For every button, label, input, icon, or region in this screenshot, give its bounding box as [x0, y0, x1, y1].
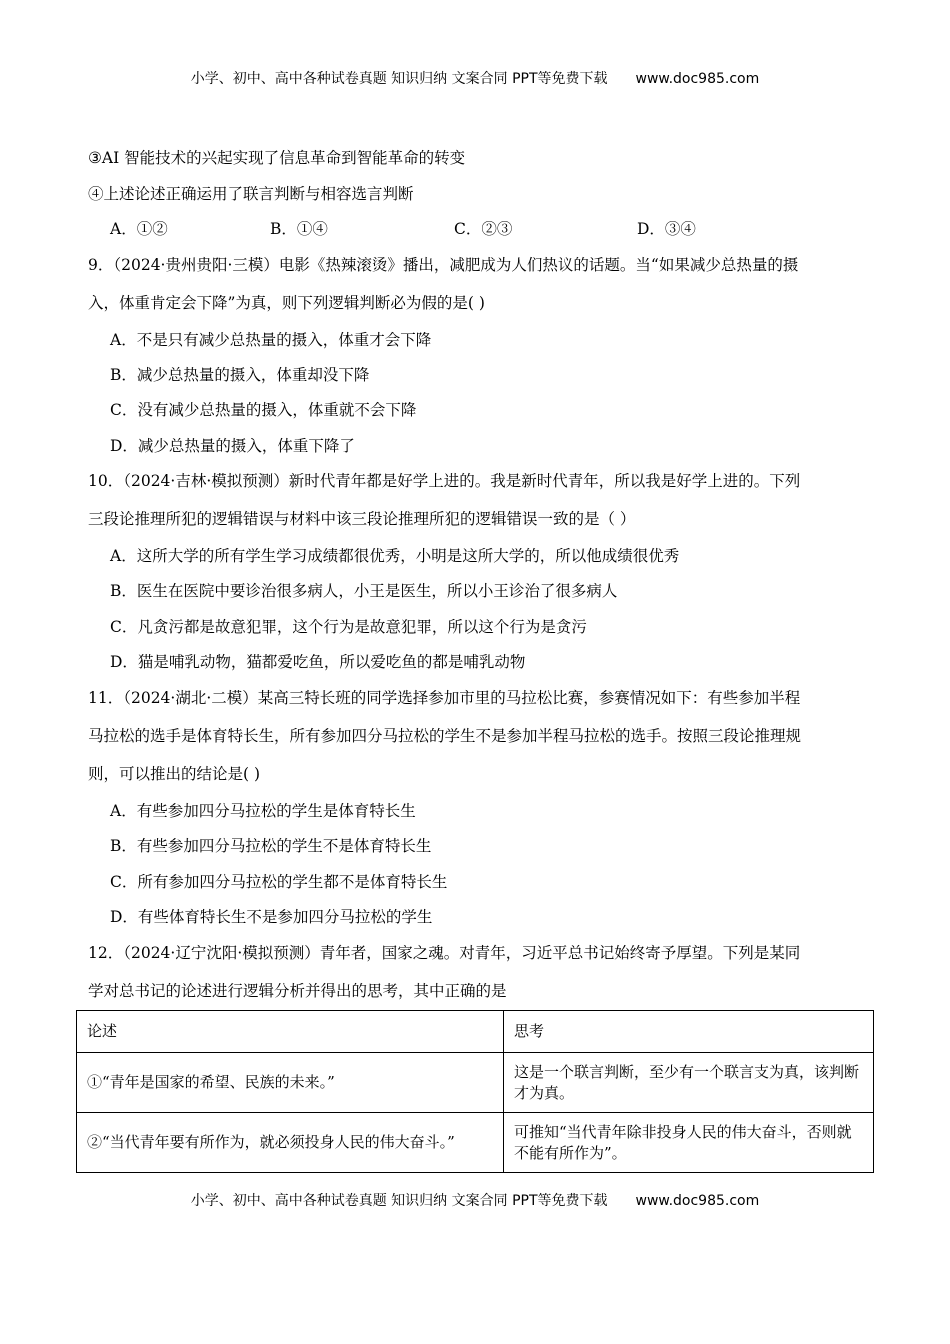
table-cell: 这是一个联言判断，至少有一个联言支为真，该判断才为真。: [504, 1053, 874, 1113]
footer-url[interactable]: www.doc985.com: [635, 1193, 760, 1209]
q10-option-c: C．凡贪污都是故意犯罪，这个行为是故意犯罪，所以这个行为是贪污: [110, 618, 587, 636]
q11-option-c: C．所有参加四分马拉松的学生都不是体育特长生: [110, 873, 448, 891]
q10-option-b: B．医生在医院中要诊治很多病人，小王是医生，所以小王诊治了很多病人: [110, 582, 618, 600]
q9-option-a: A．不是只有减少总热量的摄入，体重才会下降: [110, 331, 432, 349]
table-cell: ②“当代青年要有所作为，就必须投身人民的伟大奋斗。”: [77, 1113, 504, 1173]
q10-stem-line-2: 三段论推理所犯的逻辑错误与材料中该三段论推理所犯的逻辑错误一致的是（ ）: [88, 510, 636, 528]
table-header-row: [77, 1011, 874, 1053]
q8-item-3: ③AI 智能技术的兴起实现了信息革命到智能革命的转变: [88, 149, 466, 167]
table-header-cell: 论述: [77, 1011, 504, 1053]
q11-option-a: A．有些参加四分马拉松的学生是体育特长生: [110, 802, 416, 820]
q10-option-d: D．猫是哺乳动物，猫都爱吃鱼，所以爱吃鱼的都是哺乳动物: [110, 653, 526, 671]
header-url[interactable]: www.doc985.com: [635, 71, 760, 87]
q11-option-d: D．有些体育特长生不是参加四分马拉松的学生: [110, 908, 433, 926]
table-row: [77, 1053, 874, 1113]
q11-option-b: B．有些参加四分马拉松的学生不是体育特长生: [110, 837, 432, 855]
q8-option-b: B．①④: [270, 220, 328, 238]
q9-stem-line-2: 入，体重肯定会下降”为真，则下列逻辑判断必为假的是( ): [88, 294, 485, 312]
q12-stem-line-1: 12．（2024·辽宁沈阳·模拟预测）青年者，国家之魂。对青年，习近平总书记始终寄予厚望。下列是某同: [88, 944, 801, 962]
header-text: 小学、初中、高中各种试卷真题 知识归纳 文案合同 PPT等免费下载: [190, 71, 608, 87]
q9-option-c: C．没有减少总热量的摄入，体重就不会下降: [110, 401, 417, 419]
table-cell: 可推知“当代青年除非投身人民的伟大奋斗，否则就不能有所作为”。: [504, 1113, 874, 1173]
page-footer: [0, 1190, 950, 1210]
q8-option-a: A．①②: [110, 220, 168, 238]
q8-option-c: C．②③: [454, 220, 513, 238]
q10-stem-line-1: 10．（2024·吉林·模拟预测）新时代青年都是好学上进的。我是新时代青年，所以我是好学上进的。下列: [88, 472, 801, 490]
q8-option-d: D．③④: [637, 220, 696, 238]
q9-option-d: D．减少总热量的摄入，体重下降了: [110, 437, 355, 455]
q11-stem-line-3: 则，可以推出的结论是( ): [88, 765, 261, 783]
q11-stem-line-2: 马拉松的选手是体育特长生，所有参加四分马拉松的学生不是参加半程马拉松的选手。按照三段论推理规: [88, 727, 802, 745]
table-cell: ①“青年是国家的希望、民族的未来。”: [77, 1053, 504, 1113]
q8-item-4: ④上述论述正确运用了联言判断与相容选言判断: [88, 185, 414, 203]
q11-stem-line-1: 11．（2024·湖北·二模）某高三特长班的同学选择参加市里的马拉松比赛，参赛情况如下：有些参加半程: [88, 689, 801, 707]
q12-stem-line-2: 学对总书记的论述进行逻辑分析并得出的思考，其中正确的是: [88, 982, 507, 1000]
q10-option-a: A．这所大学的所有学生学习成绩都很优秀，小明是这所大学的，所以他成绩很优秀: [110, 547, 680, 565]
table-row: [77, 1113, 874, 1173]
page-header: [0, 68, 950, 88]
table-header-cell: 思考: [504, 1011, 874, 1053]
footer-text: 小学、初中、高中各种试卷真题 知识归纳 文案合同 PPT等免费下载: [190, 1193, 608, 1209]
q12-analysis-table: [76, 1010, 874, 1173]
q9-stem-line-1: 9．（2024·贵州贵阳·三模）电影《热辣滚烫》播出，减肥成为人们热议的话题。当“如果减少总热量的摄: [88, 256, 799, 274]
q9-option-b: B．减少总热量的摄入，体重却没下降: [110, 366, 370, 384]
